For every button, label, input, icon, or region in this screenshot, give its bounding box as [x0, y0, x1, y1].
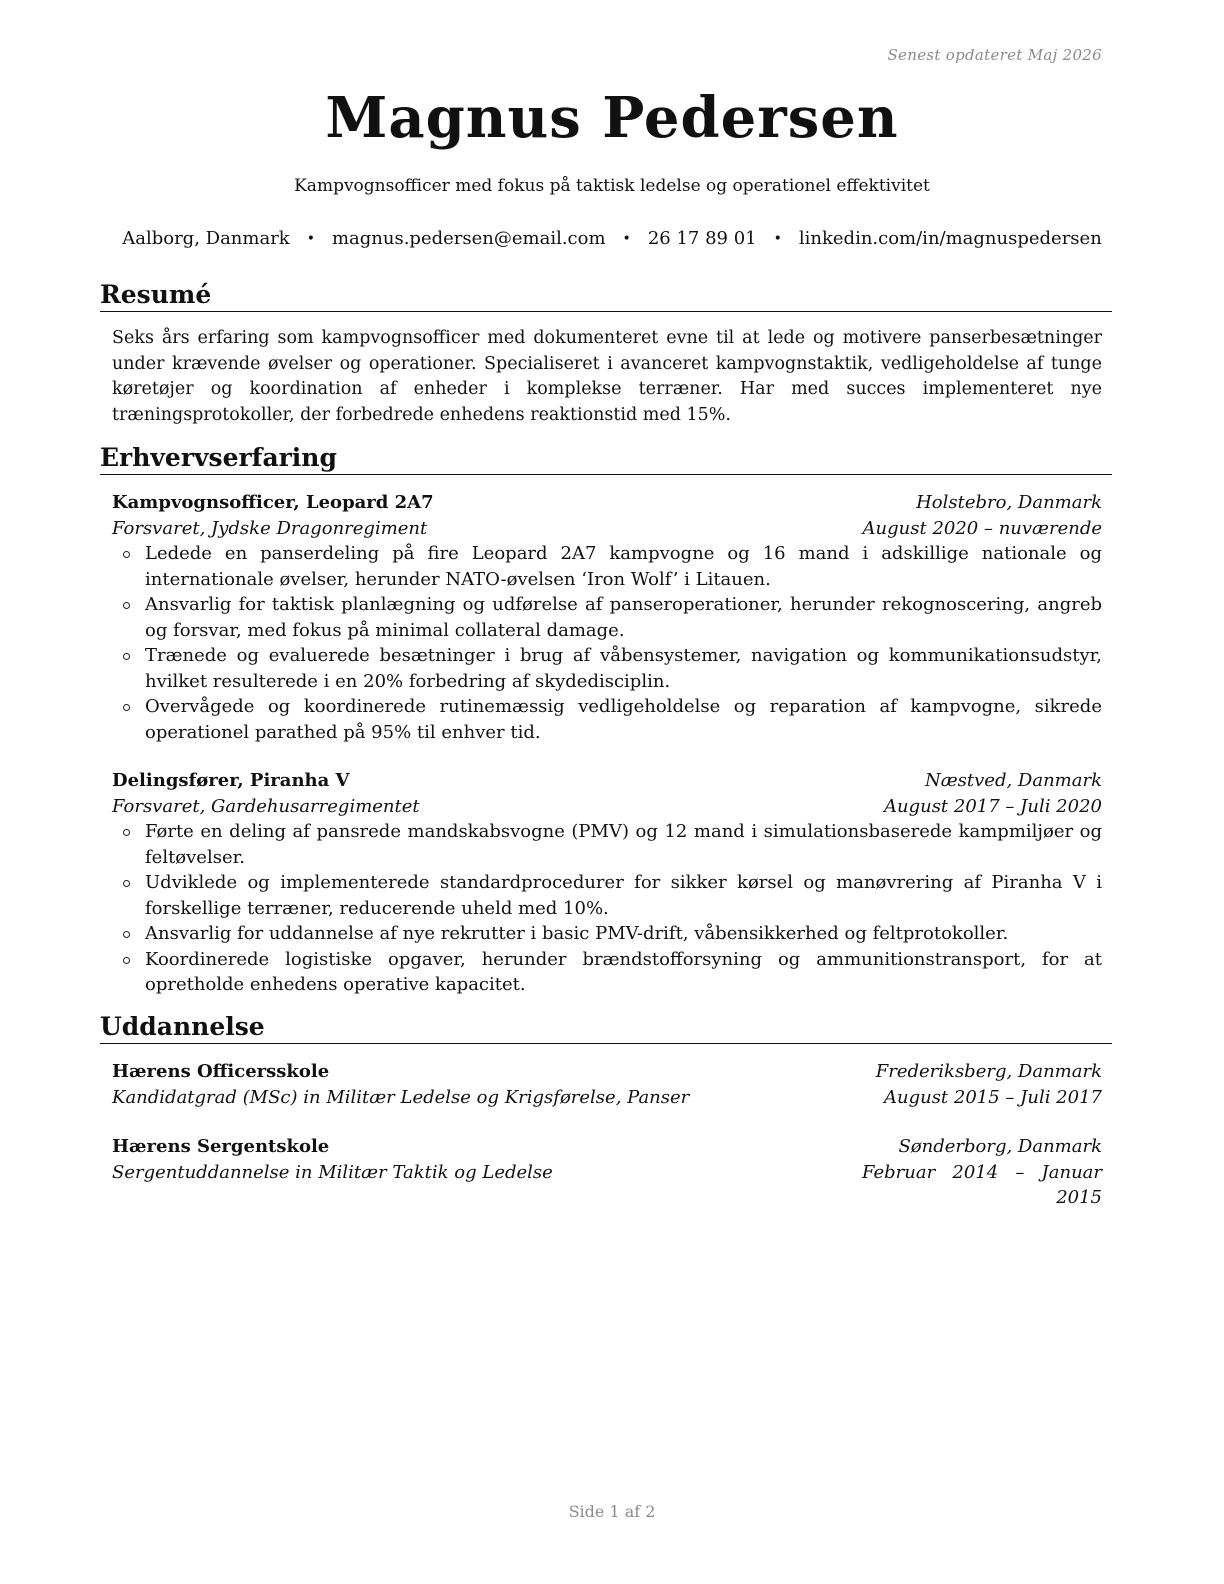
job-header-row [112, 768, 1102, 794]
contact-separator: • [773, 231, 782, 247]
candidate-name: Magnus Pedersen [325, 85, 899, 151]
education-degree: Kandidatgrad (MSc) in Militær Ledelse og Krigsførelse, Panser [112, 1086, 690, 1108]
job-entry [112, 490, 1102, 745]
last-updated: Senest opdateret Maj 2026 [887, 46, 1102, 64]
education-header-row [112, 1059, 1102, 1085]
education-location: Frederiksberg, Danmark [875, 1061, 1102, 1082]
job-location: Holstebro, Danmark [916, 492, 1102, 513]
education-subheader-row [112, 1085, 1102, 1111]
page-number: Side 1 af 2 [568, 1502, 656, 1521]
job-role: Delingsfører, Piranha V [112, 770, 350, 791]
contact-location: Aalborg, Danmark [122, 228, 290, 249]
job-bullet-list [112, 541, 1102, 745]
job-bullet: Trænede og evaluerede besætninger i brug af våbensystemer, navigation og kommunikationsudstyr, hvilket resulterede i en 20% forbedring af skydedisciplin. [112, 643, 1102, 694]
contact-email[interactable]: magnus.pedersen@email.com [331, 228, 606, 249]
job-bullet: Førte en deling af pansrede mandskabsvogne (PMV) og 12 mand i simulationsbaserede kampmiljøer og feltøvelser. [112, 819, 1102, 870]
job-role: Kampvognsofficer, Leopard 2A7 [112, 492, 434, 513]
section-title-summary: Resumé [100, 280, 1112, 312]
job-bullet: Udviklede og implementerede standardprocedurer for sikker kørsel og manøvrering af Piranha V i forskellige terræner, reducerende uheld med 10%. [112, 870, 1102, 921]
education-header-row [112, 1134, 1102, 1160]
education-entry [112, 1134, 1102, 1211]
job-location: Næstved, Danmark [925, 770, 1102, 791]
job-entry [112, 768, 1102, 998]
contact-separator: • [306, 231, 315, 247]
job-header-row [112, 490, 1102, 516]
contact-linkedin[interactable]: linkedin.com/in/magnuspedersen [798, 228, 1102, 249]
contact-line [0, 228, 1224, 249]
education-dates: Februar 2014 – Januar 2015 [862, 1161, 1102, 1208]
education-subheader-row [112, 1160, 1102, 1211]
education-degree: Sergentuddannelse in Militær Taktik og Ledelse [112, 1161, 553, 1183]
job-dates: August 2017 – Juli 2020 [883, 795, 1102, 817]
job-organization: Forsvaret, Jydske Dragonregiment [112, 517, 428, 539]
education-location: Sønderborg, Danmark [898, 1136, 1102, 1157]
summary-text: Seks års erfaring som kampvognsofficer med dokumenteret evne til at lede og motivere panserbesætninger under krævende øvelser og operationer. Specialiseret i avanceret kampvognstaktik, vedligeholdelse af tunge køretøjer og koordination af enheder i komplekse terræner. Har med succes implementeret nye træningsprotokoller, der forbedrede enhedens reaktionstid med 15%. [112, 328, 1102, 425]
job-subheader-row [112, 794, 1102, 820]
job-bullet-list [112, 819, 1102, 998]
job-subheader-row [112, 516, 1102, 542]
job-bullet: Koordinerede logistiske opgaver, herunder brændstofforsyning og ammunitionstransport, for at opretholde enhedens operative kapacitet. [112, 947, 1102, 998]
job-bullet: Ansvarlig for taktisk planlægning og udførelse af panseroperationer, herunder rekognoscering, angreb og forsvar, med fokus på minimal collateral damage. [112, 592, 1102, 643]
section-title-experience: Erhvervserfaring [100, 443, 1112, 475]
section-title-education: Uddannelse [100, 1012, 1112, 1044]
job-bullet: Ledede en panserdeling på fire Leopard 2A7 kampvogne og 16 mand i adskillige nationale og internationale øvelser, herunder NATO-øvelsen ‘Iron Wolf’ i Litauen. [112, 541, 1102, 592]
contact-phone[interactable]: 26 17 89 01 [647, 228, 757, 249]
contact-separator: • [622, 231, 631, 247]
education-dates: August 2015 – Juli 2017 [883, 1086, 1102, 1108]
job-organization: Forsvaret, Gardehusarregimentet [112, 795, 420, 817]
education-school: Hærens Officersskole [112, 1061, 330, 1082]
job-dates: August 2020 – nuværende [862, 517, 1102, 539]
job-bullet: Ansvarlig for uddannelse af nye rekrutter i basic PMV-drift, våbensikkerhed og feltprotokoller. [112, 921, 1102, 947]
education-school: Hærens Sergentskole [112, 1136, 330, 1157]
education-entry [112, 1059, 1102, 1110]
candidate-subtitle: Kampvognsofficer med fokus på taktisk ledelse og operationel effektivitet [294, 176, 930, 196]
job-bullet: Overvågede og koordinerede rutinemæssig vedligeholdelse og reparation af kampvogne, sikrede operationel parathed på 95% til enhver tid. [112, 694, 1102, 745]
